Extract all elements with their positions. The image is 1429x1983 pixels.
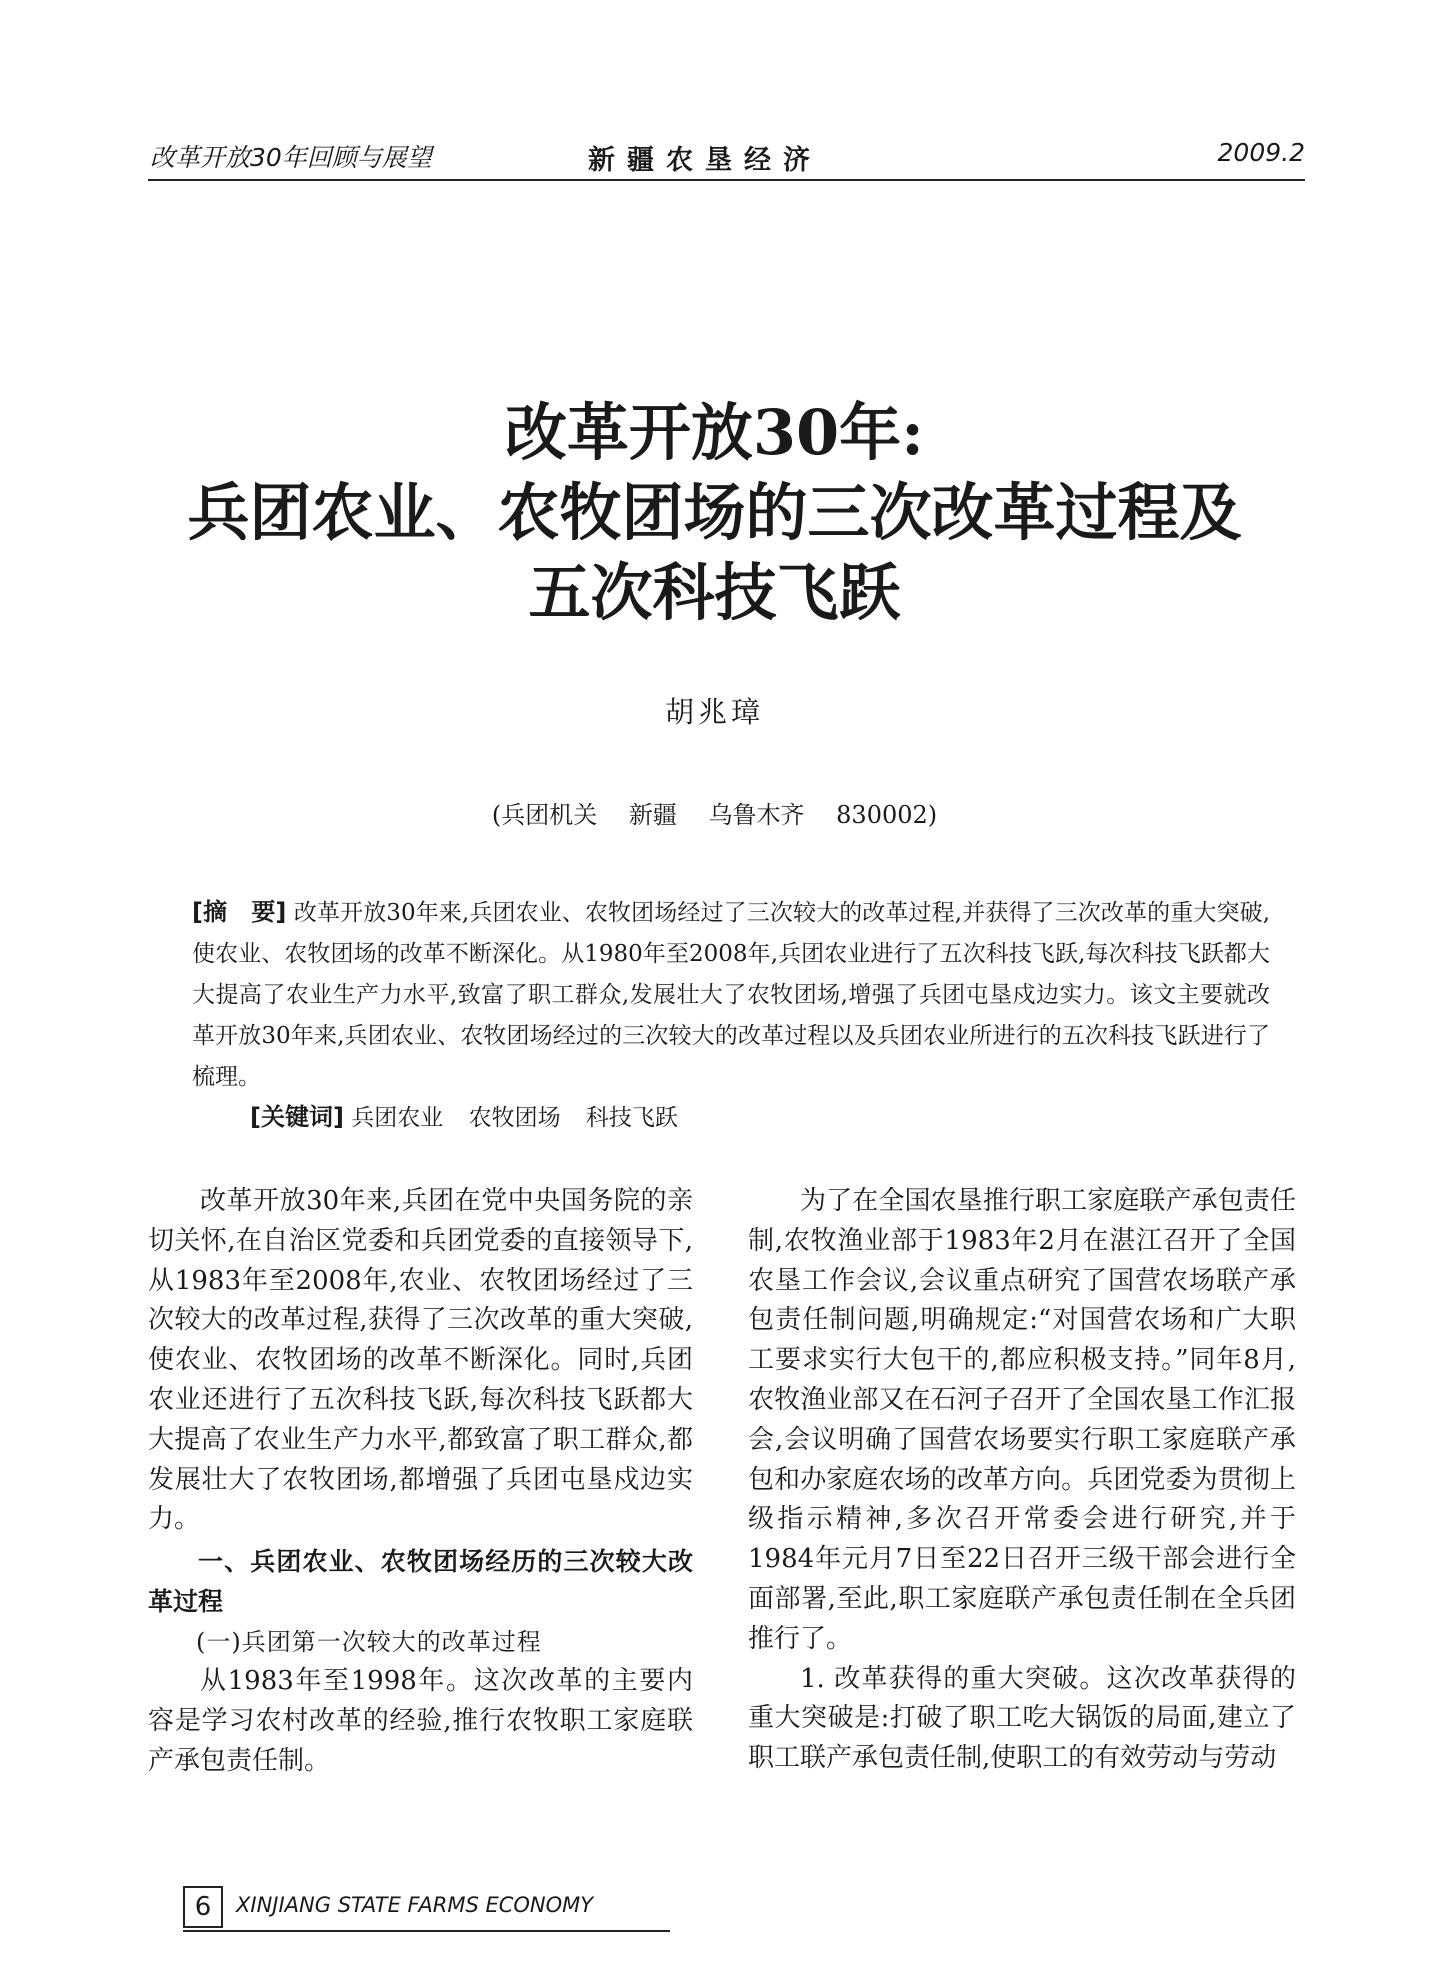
affiliation-postcode: 830002) <box>836 801 938 829</box>
header-rule <box>148 179 1305 181</box>
affiliation-organization: (兵团机关 <box>491 801 598 829</box>
keyword-item: 农牧团场 <box>468 1105 561 1131</box>
keyword-item: 兵团农业 <box>351 1105 444 1131</box>
running-header-journal: 新疆农垦经济 <box>588 145 822 176</box>
running-header-issue: 2009.2 <box>1217 138 1305 167</box>
running-header-section: 改革开放30年回顾与展望 <box>150 143 432 172</box>
abstract-label: [摘 要] <box>192 898 287 926</box>
article-title-line-2: 兵团农业、农牧团场的三次改革过程及 <box>187 476 1242 549</box>
footer-rule <box>183 1930 670 1932</box>
keywords-label: [关键词] <box>250 1103 344 1131</box>
article-title-line-1: 改革开放30年: <box>504 396 925 469</box>
section-heading: 一、兵团农业、农牧团场经历的三次较大改革过程 <box>148 1547 693 1617</box>
body-paragraph: 1. 改革获得的重大突破。这次改革获得的重大突破是:打破了职工吃大锅饭的局面,建立了职工联产承包责任制,使职工的有效劳动与劳动 <box>748 1663 1296 1774</box>
author-name: 胡兆璋 <box>664 695 764 729</box>
body-paragraph: 从1983年至1998年。这次改革的主要内容是学习农村改革的经验,推行农牧职工家庭联产承包责任制。 <box>148 1666 693 1776</box>
author-affiliation <box>0 795 1429 830</box>
abstract-text: 改革开放30年来,兵团农业、农牧团场经过了三次较大的改革过程,并获得了三次改革的重大突破,使农业、农牧团场的改革不断深化。从1980年至2008年,兵团农业进行了五次科技飞跃,每次科技飞跃都大大提高了农业生产力水平,致富了职工群众,发展壮大了农牧团场,增强了兵团屯垦戍边实力。该文主要就改革开放30年来,兵团农业、农牧团场经过的三次较大的改革过程以及兵团农业所进行的五次科技飞跃进行了梳理。 <box>192 900 1271 1090</box>
subsection-heading: (一)兵团第一次较大的改革过程 <box>196 1628 542 1657</box>
body-column-left <box>148 1182 693 1782</box>
keywords <box>250 1097 696 1132</box>
keyword-item: 科技飞跃 <box>585 1105 678 1131</box>
body-column-right <box>748 1182 1296 1779</box>
body-paragraph: 改革开放30年来,兵团在党中央国务院的亲切关怀,在自治区党委和兵团党委的直接领导下,从1983年至2008年,农业、农牧团场经过了三次较大的改革过程,获得了三次改革的重大突破,使农业、农牧团场的改革不断深化。同时,兵团农业还进行了五次科技飞跃,每次科技飞跃都大大提高了农业生产力水平,都致富了职工群众,都发展壮大了农牧团场,都增强了兵团屯垦戍边实力。 <box>148 1186 693 1535</box>
footer-journal-title: XINJIANG STATE FARMS ECONOMY <box>236 1893 594 1917</box>
body-paragraph: 为了在全国农垦推行职工家庭联产承包责任制,农牧渔业部于1983年2月在湛江召开了全国农垦工作会议,会议重点研究了国营农场联产承包责任制问题,明确规定:“对国营农场和广大职工要求实行大包干的,都应积极支持。”同年8月,农牧渔业部又在石河子召开了全国农垦工作汇报会,会议明确了国营农场要实行职工家庭联产承包和办家庭农场的改革方向。兵团党委为贯彻上级指示精神,多次召开常委会进行研究,并于1984年元月7日至22日召开三级干部会进行全面部署,至此,职工家庭联产承包责任制在全兵团推行了。 <box>748 1186 1296 1654</box>
page-number: 6 <box>183 1886 223 1928</box>
affiliation-city: 乌鲁木齐 <box>708 801 805 829</box>
abstract <box>192 892 1270 1098</box>
affiliation-region: 新疆 <box>628 801 677 829</box>
article-title-line-3: 五次科技飞跃 <box>528 556 901 629</box>
